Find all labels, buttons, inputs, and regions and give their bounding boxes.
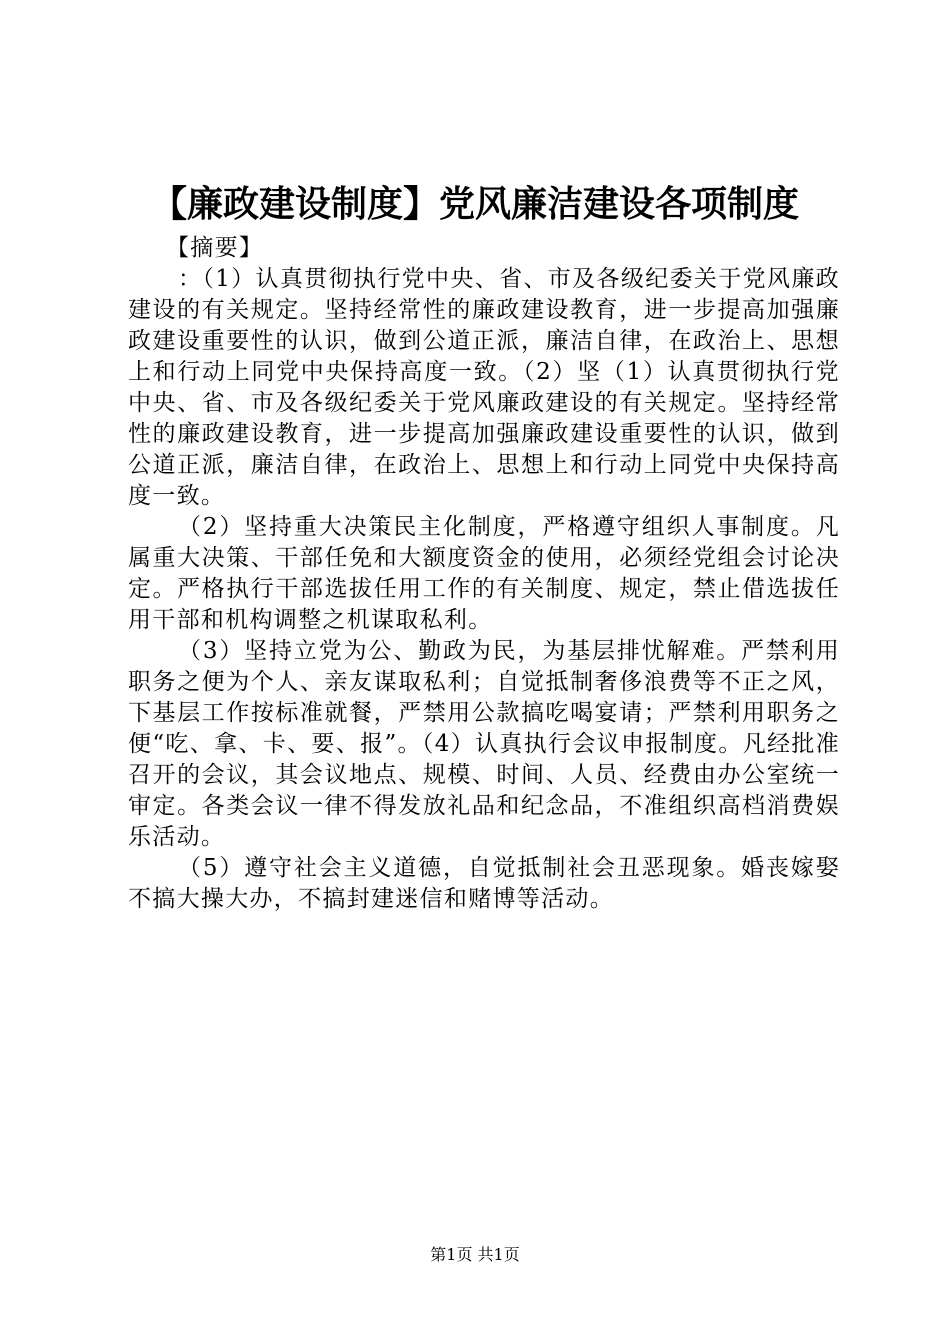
- document-body: [128, 233, 840, 915]
- document-title: 【廉政建设制度】党风廉洁建设各项制度: [150, 184, 799, 225]
- paragraph-2: （2）坚持重大决策民主化制度，严格遵守组织人事制度。凡属重大决策、干部任免和大额度资金的使用，必须经党组会讨论决定。严格执行干部选拔任用工作的有关制度、规定，禁止借选拔任用干部和机构调整之机谋取私利。: [128, 514, 840, 633]
- summary-label: 【摘要】: [166, 235, 264, 261]
- paragraph-3: （3）坚持立党为公、勤政为民，为基层排忧解难。严禁利用职务之便为个人、亲友谋取私利；自觉抵制奢侈浪费等不正之风，下基层工作按标准就餐，严禁用公款搞吃喝宴请；严禁利用职务之便“吃、拿、卡、要、报”。（4）认真执行会议申报制度。凡经批准召开的会议，其会议地点、规模、时间、人员、经费由办公室统一审定。各类会议一律不得发放礼品和纪念品，不准组织高档消费娱乐活动。: [128, 638, 840, 850]
- paragraph-4: （5）遵守社会主义道德，自觉抵制社会丑恶现象。婚丧嫁娶不搞大操大办，不搞封建迷信和赌博等活动。: [128, 855, 840, 912]
- page-number-footer: 第1页 共1页: [430, 1245, 520, 1264]
- paragraph-1: ：（1）认真贯彻执行党中央、省、市及各级纪委关于党风廉政建设的有关规定。坚持经常性的廉政建设教育，进一步提高加强廉政建设重要性的认识，做到公道正派，廉洁自律，在政治上、思想上和行动上同党中央保持高度一致。（2）坚（1）认真贯彻执行党中央、省、市及各级纪委关于党风廉政建设的有关规定。坚持经常性的廉政建设教育，进一步提高加强廉政建设重要性的认识，做到公道正派，廉洁自律，在政治上、思想上和行动上同党中央保持高度一致。: [128, 266, 840, 509]
